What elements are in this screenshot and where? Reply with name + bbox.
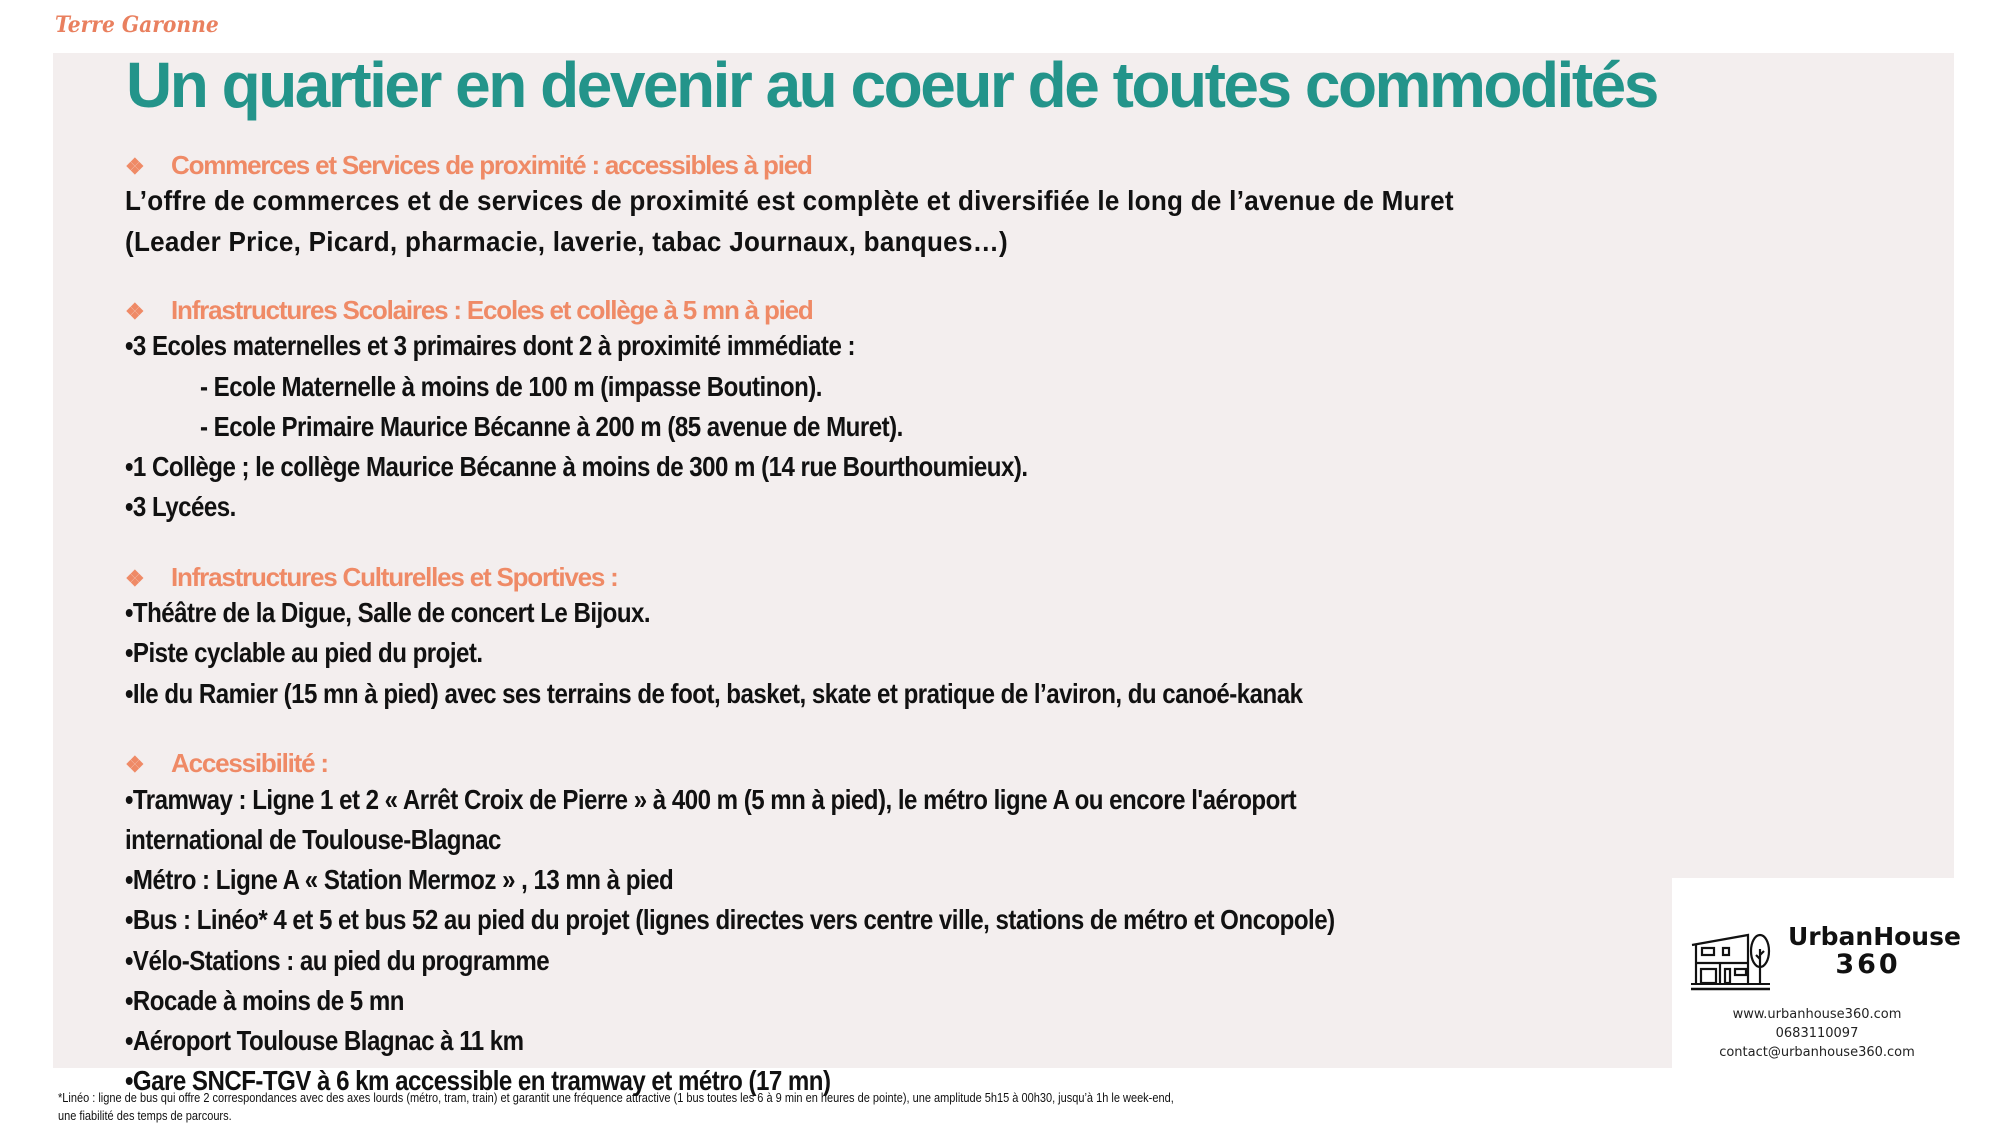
body-line: •1 Collège ; le collège Maurice Bécanne à moins de 300 m (14 rue Bourthoumieux).: [125, 451, 1028, 482]
four-diamond-bullet-icon: ❖: [125, 154, 145, 179]
body-line: •Théâtre de la Digue, Salle de concert Le Bijoux.: [125, 597, 651, 628]
body-line: •3 Lycées.: [125, 491, 236, 522]
body-line: •Aéroport Toulouse Blagnac à 11 km: [125, 1025, 524, 1056]
body-line: (Leader Price, Picard, pharmacie, laverie, tabac Journaux, banques…): [125, 226, 1008, 257]
body-line: •Gare SNCF-TGV à 6 km accessible en tramway et métro (17 mn): [125, 1065, 831, 1096]
section-heading-text: Accessibilité :: [171, 748, 328, 778]
body-line: •Ile du Ramier (15 mn à pied) avec ses terrains de foot, basket, skate et pratique de l’aviron, du canoé-kanak: [125, 678, 1303, 709]
urbanhouse-logo-card: [1672, 878, 1962, 1073]
body-line: •Bus : Linéo* 4 et 5 et bus 52 au pied du projet (lignes directes vers centre ville, stations de métro et Oncopole): [125, 904, 1335, 935]
section-heading-text: Infrastructures Culturelles et Sportives :: [171, 562, 618, 592]
brand-logo-text: Terre Garonne: [55, 12, 219, 38]
footnote-line: une fiabilité des temps de parcours.: [58, 1109, 232, 1123]
section-heading-text: Infrastructures Scolaires : Ecoles et collège à 5 mn à pied: [171, 295, 813, 325]
section-heading-culturelles: [125, 562, 618, 593]
four-diamond-bullet-icon: ❖: [125, 752, 145, 777]
body-line: •Tramway : Ligne 1 et 2 « Arrêt Croix de Pierre » à 400 m (5 mn à pied), le métro ligne A ou encore l'aéroport: [125, 784, 1297, 815]
body-line: - Ecole Primaire Maurice Bécanne à 200 m (85 avenue de Muret).: [200, 411, 903, 442]
page-title: Un quartier en devenir au coeur de toutes commodités: [126, 49, 1657, 121]
section-heading-accessibilite: [125, 748, 328, 779]
footnote-line: *Linéo : ligne de bus qui offre 2 correspondances avec des axes lourds (métro, tram, train) et garantit une fréquence attractive (1 bus toutes les 6 à 9 min en heures de pointe), une amplitude 5h15 à 00h30, jusqu’à 1h le week-end,: [58, 1091, 1174, 1105]
four-diamond-bullet-icon: ❖: [125, 566, 145, 591]
body-line: L’offre de commerces et de services de proximité est complète et diversifiée le long de l’avenue de Muret: [125, 185, 1454, 216]
section-heading-scolaires: [125, 295, 813, 326]
website-link[interactable]: www.urbanhouse360.com: [1732, 1007, 1902, 1022]
phone-number: 0683110097: [1775, 1026, 1859, 1041]
logo-brand-name: [1788, 922, 1961, 980]
house-with-tree-icon: [1690, 933, 1775, 991]
body-line: •Vélo-Stations : au pied du programme: [125, 945, 550, 976]
section-heading-commerces: [125, 150, 812, 181]
email-link[interactable]: contact@urbanhouse360.com: [1719, 1045, 1915, 1060]
body-line: •Piste cyclable au pied du projet.: [125, 637, 483, 668]
body-line: •3 Ecoles maternelles et 3 primaires dont 2 à proximité immédiate :: [125, 330, 855, 361]
body-line: •Rocade à moins de 5 mn: [125, 985, 404, 1016]
four-diamond-bullet-icon: ❖: [125, 299, 145, 324]
body-line: international de Toulouse-Blagnac: [125, 824, 501, 855]
section-heading-text: Commerces et Services de proximité : accessibles à pied: [171, 150, 812, 180]
body-line: - Ecole Maternelle à moins de 100 m (impasse Boutinon).: [200, 371, 822, 402]
logo-contact-info: [1672, 1005, 1962, 1062]
body-line: •Métro : Ligne A « Station Mermoz » , 13 mn à pied: [125, 864, 674, 895]
logo-name-text: UrbanHouse: [1788, 922, 1961, 951]
logo-number-text: 360: [1835, 949, 1901, 980]
